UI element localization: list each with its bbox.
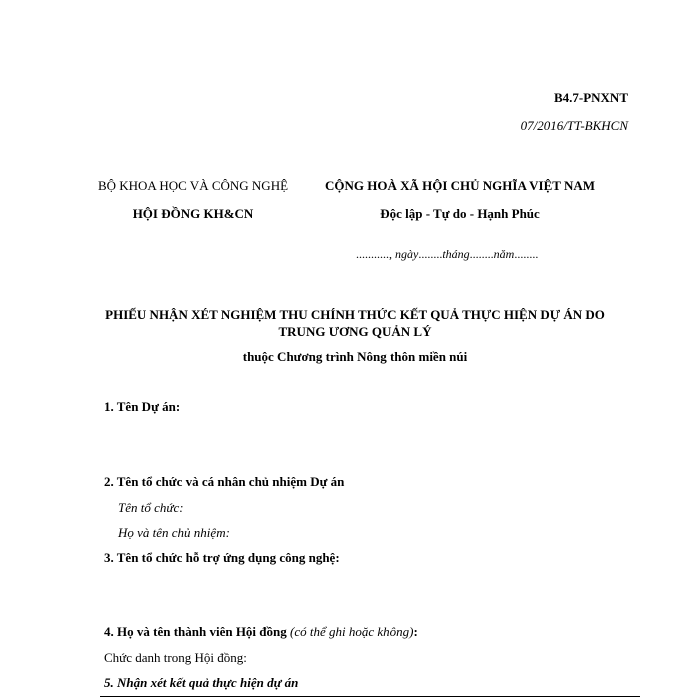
day-label: ngày (395, 247, 419, 261)
national-motto: Độc lập - Tự do - Hạnh Phúc (380, 206, 540, 221)
document-subtitle: thuộc Chương trình Nông thôn miền núi (242, 349, 468, 364)
section-4-optional-note: (có thể ghi hoặc không) (290, 624, 414, 639)
country-name: CỘNG HOÀ XÃ HỘI CHỦ NGHĨA VIỆT NAM (324, 178, 596, 193)
form-code: B4.7-PNXNT (553, 90, 628, 105)
section-1-project-name: 1. Tên Dự án: (104, 399, 181, 414)
section-4-label: 4. Họ và tên thành viên Hội đồng (104, 624, 291, 639)
year-label: năm (493, 247, 515, 261)
council-name: HỘI ĐỒNG KH&CN (132, 206, 254, 221)
document-title-line-2: TRUNG ƯƠNG QUẢN LÝ (278, 324, 432, 339)
date-blank-month: ........ (469, 247, 494, 261)
document-title-line-1: PHIẾU NHẬN XÉT NGHIỆM THU CHÍNH THỨC KẾT QUẢ THỰC HIỆN DỰ ÁN DO (105, 307, 605, 322)
date-blank-day: ........ (418, 247, 443, 261)
section-4-council-member (104, 624, 418, 640)
table-top-border (100, 696, 640, 697)
circular-reference: 07/2016/TT-BKHCN (520, 118, 628, 133)
date-blank-place: ..........., (356, 247, 395, 261)
section-2-organization-and-leader: 2. Tên tổ chức và cá nhân chủ nhiệm Dự án (104, 474, 345, 489)
council-role-label: Chức danh trong Hội đồng: (104, 650, 247, 665)
date-line (356, 246, 538, 262)
section-3-support-organization: 3. Tên tổ chức hỗ trợ ứng dụng công nghệ: (104, 550, 340, 565)
section-5-project-evaluation: 5. Nhận xét kết quả thực hiện dự án (104, 675, 299, 690)
section-4-colon: : (413, 624, 418, 639)
organization-name-label: Tên tổ chức: (118, 500, 184, 515)
ministry-name: BỘ KHOA HỌC VÀ CÔNG NGHỆ (97, 178, 289, 193)
date-blank-year: ........ (514, 247, 539, 261)
leader-name-label: Họ và tên chủ nhiệm: (118, 525, 230, 540)
month-label: tháng (442, 247, 470, 261)
